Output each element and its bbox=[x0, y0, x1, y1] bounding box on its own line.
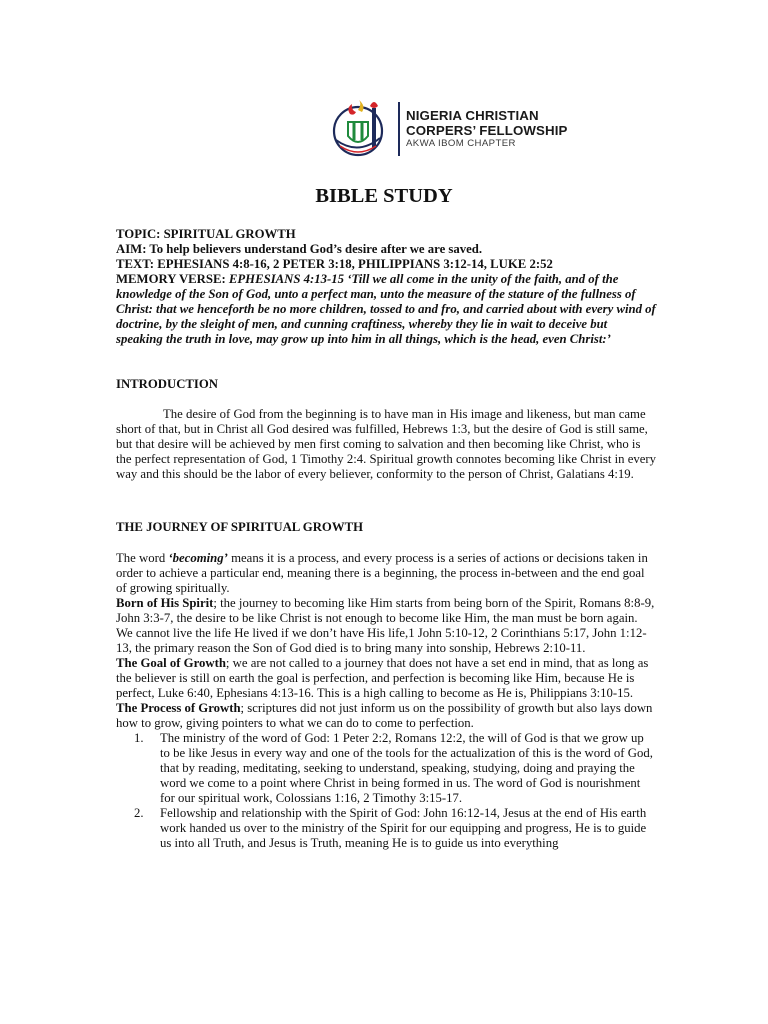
process-label: The Process of Growth bbox=[116, 701, 241, 715]
list-item bbox=[116, 806, 656, 851]
memory-verse bbox=[116, 272, 656, 347]
list-item bbox=[116, 731, 656, 806]
growth-list bbox=[116, 731, 656, 851]
becoming-paragraph bbox=[116, 551, 656, 596]
journey-heading: THE JOURNEY OF SPIRITUAL GROWTH bbox=[116, 520, 364, 534]
becoming-rest: means it is a process, and every process is a series of actions or decisions taken in order to achieve a particular end, meaning there is a beginning, the process in-between and the end goal of growing spiritually. bbox=[116, 551, 648, 595]
goal-label: The Goal of Growth bbox=[116, 656, 226, 670]
list-number: 2. bbox=[134, 806, 144, 820]
logo-divider bbox=[398, 102, 400, 156]
goal-paragraph bbox=[116, 656, 656, 701]
topic-line: TOPIC: SPIRITUAL GROWTH bbox=[116, 227, 296, 241]
org-name-line2: CORPERS’ FELLOWSHIP bbox=[406, 123, 568, 138]
memory-verse-label: MEMORY VERSE: bbox=[116, 272, 229, 286]
goal-text: ; we are not called to a journey that does not have a set end in mind, that as long as the believer is still on earth the goal is perfection, and perfection is becoming like Him, because He is perfect, Luke 6:40, Ephesians 4:13-16. This is a high calling to become as He is, Philippians 3:10-15. bbox=[116, 656, 649, 700]
process-paragraph bbox=[116, 701, 656, 731]
org-name-line1: NIGERIA CHRISTIAN bbox=[406, 108, 539, 123]
becoming-intro: The word bbox=[116, 551, 169, 565]
introduction-text: The desire of God from the beginning is to have man in His image and likeness, but man came short of that, but in Christ all God desired was fulfilled, Hebrews 1:3, but the desire of God is still same, but that desire will be achieved by men first coming to salvation and then becoming like Christ, who is the perfect representation of God, 1 Timothy 2:4. Spiritual growth connotes becoming like Christ in every way and this should be the labor of every believer, conformity to the person of Christ, Galatians 4:19. bbox=[116, 407, 657, 481]
org-chapter: AKWA IBOM CHAPTER bbox=[406, 138, 516, 149]
ncfc-logo-icon bbox=[328, 100, 398, 160]
text-line: TEXT: EPHESIANS 4:8-16, 2 PETER 3:18, PHILIPPIANS 3:12-14, LUKE 2:52 bbox=[116, 257, 553, 271]
org-logo bbox=[328, 100, 568, 160]
logo-text bbox=[406, 108, 567, 150]
study-meta bbox=[116, 227, 656, 347]
introduction-heading: INTRODUCTION bbox=[116, 377, 219, 391]
list-item-text: The ministry of the word of God: 1 Peter 2:2, Romans 12:2, the will of God is that we grow up to be like Jesus in every way and one of the tools for the actualization of this is the word of God, that by reading, meditating, seeking to understand, speaking, studying, doing and praying the word we come to a point where Christ in being formed in us. The word of God is nourishment for our spiritual work, Colossians 1:16, 2 Timothy 3:15-17. bbox=[160, 731, 653, 805]
document-title: BIBLE STUDY bbox=[315, 185, 453, 207]
born-text: ; the journey to becoming like Him starts from being born of the Spirit, Romans 8:8-9, John 3:3-7, the desire to be like Christ is not enough to become like Him, the man must be born again. We cannot live the life He lived if we don’t have His life,1 John 5:10-12, 2 Corinthians 5:17, John 1:12-13, the primary reason the Son of God died is to bring many into sonship, Hebrews 2:10-11. bbox=[116, 596, 655, 655]
memory-verse-text: EPHESIANS 4:13-15 ‘Till we all come in the unity of the faith, and of the knowledge of the Son of God, unto a perfect man, unto the measure of the stature of the fullness of Christ: that we henceforth be no more children, tossed to and fro, and carried about with every wind of doctrine, by the sleight of men, and cunning craftiness, whereby they lie in wait to deceive but speaking the truth in love, may grow up into him in all things, which is the head, even Christ:’ bbox=[116, 272, 656, 346]
born-paragraph bbox=[116, 596, 656, 656]
becoming-word: ‘becoming’ bbox=[168, 551, 228, 565]
born-label: Born of His Spirit bbox=[116, 596, 214, 610]
introduction-paragraph bbox=[116, 407, 656, 482]
list-item-text: Fellowship and relationship with the Spirit of God: John 16:12-14, Jesus at the end of His earth work handed us over to the ministry of the Spirit for our equipping and progress, He is to guide us into all Truth, and Jesus is Truth, meaning He is to guide us into everything bbox=[160, 806, 647, 850]
aim-line: AIM: To help believers understand God’s desire after we are saved. bbox=[116, 242, 483, 256]
journey-section bbox=[116, 551, 656, 851]
list-number: 1. bbox=[134, 731, 144, 745]
process-text: ; scriptures did not just inform us on the possibility of growth but also lays down how to grow, giving pointers to what we can do to come to perfection. bbox=[116, 701, 653, 730]
